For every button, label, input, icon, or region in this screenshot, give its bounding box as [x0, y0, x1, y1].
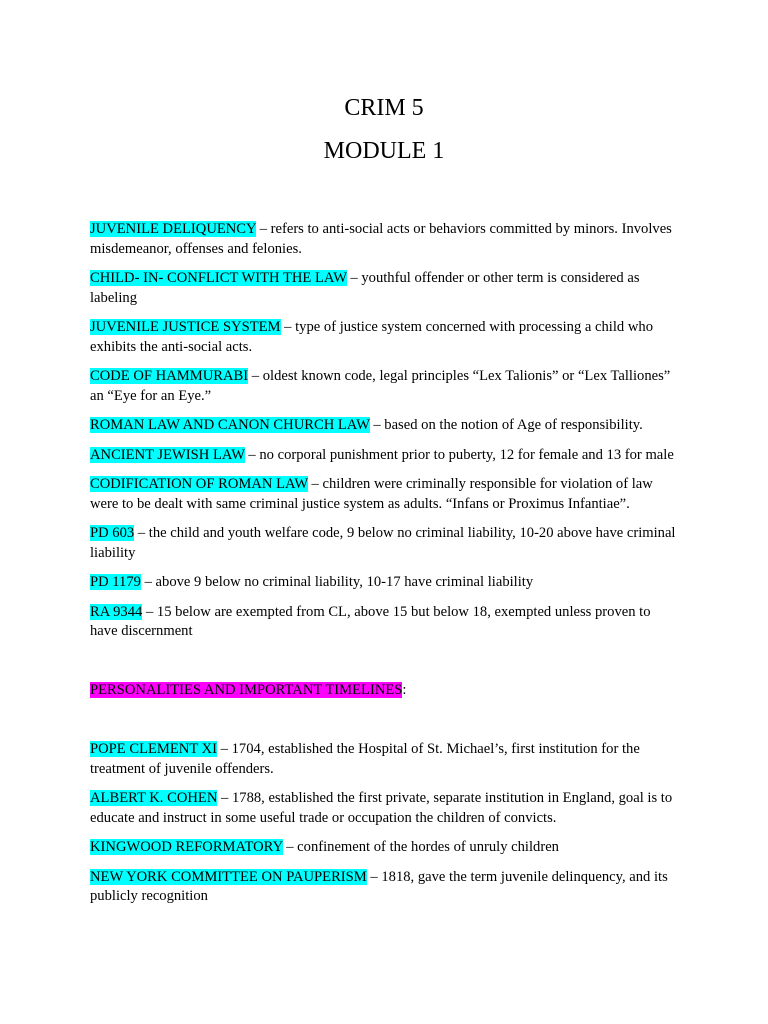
definition-entry	[90, 603, 680, 642]
personality-entry	[90, 838, 680, 858]
personality-text: – 1818, gave the term juvenile delinquency, and its publicly recognition	[90, 868, 668, 904]
highlighted-term: RA 9344	[90, 603, 143, 620]
personality-entry	[90, 740, 680, 779]
highlighted-term: PD 1179	[90, 574, 141, 590]
definition-entry	[90, 573, 680, 593]
definition-text: – based on the notion of Age of responsibility.	[369, 417, 643, 433]
personality-entry	[90, 789, 680, 828]
document-body	[90, 220, 680, 917]
definition-entry	[90, 416, 680, 436]
highlighted-term: ROMAN LAW AND CANON CHURCH LAW	[90, 417, 370, 433]
highlighted-term: JUVENILE DELIQUENCY	[90, 221, 257, 237]
highlighted-term: CODIFICATION OF ROMAN LAW	[90, 476, 308, 492]
highlighted-term: JUVENILE JUSTICE SYSTEM	[90, 319, 281, 335]
definition-entry	[90, 524, 680, 563]
definition-text: – oldest known code, legal principles “Lex Talionis” or “Lex Talliones” an “Eye for an Eye.”	[90, 368, 671, 404]
definition-entry	[90, 446, 680, 466]
definition-entry	[90, 367, 680, 406]
document-subtitle: MODULE 1	[323, 138, 445, 164]
document-title: CRIM 5	[344, 95, 424, 121]
highlighted-term: POPE CLEMENT XI	[90, 741, 218, 757]
definition-entry	[90, 475, 680, 514]
personality-text: – confinement of the hordes of unruly children	[282, 839, 559, 855]
section-heading-suffix: :	[402, 681, 407, 698]
definition-text: – refers to anti-social acts or behaviors committed by minors. Involves misdemeanor, offenses and felonies.	[90, 221, 672, 257]
highlighted-term: PD 603	[90, 525, 135, 541]
section-heading-label: PERSONALITIES AND IMPORTANT TIMELINES	[90, 681, 403, 698]
personality-entry	[90, 868, 680, 907]
highlighted-term: CHILD- IN- CONFLICT WITH THE LAW	[90, 270, 347, 286]
definition-entry	[90, 220, 680, 259]
personality-text: – 1788, established the first private, separate institution in England, goal is to educate and instruct in some useful trade or occupation the children of convicts.	[90, 790, 673, 826]
definition-text: – 15 below are exempted from CL, above 15 but below 18, exempted unless proven to have discernment	[90, 603, 651, 639]
definition-text: – the child and youth welfare code, 9 below no criminal liability, 10-20 above have criminal liability	[90, 525, 676, 561]
personality-text: – 1704, established the Hospital of St. Michael’s, first institution for the treatment of juvenile offenders.	[90, 741, 640, 777]
definition-text: – above 9 below no criminal liability, 10-17 have criminal liability	[140, 574, 534, 590]
definition-entry	[90, 269, 680, 308]
highlighted-term: KINGWOOD REFORMATORY	[90, 839, 283, 855]
highlighted-term: ANCIENT JEWISH LAW	[90, 446, 245, 463]
definition-text: – type of justice system concerned with processing a child who exhibits the anti-social acts.	[90, 319, 653, 355]
section-heading	[90, 681, 680, 701]
highlighted-term: ALBERT K. COHEN	[90, 790, 218, 806]
definition-text: – children were criminally responsible for violation of law were to be dealt with same criminal justice system as adults. “Infans or Proximus Infantiae”.	[90, 476, 653, 512]
definition-entry	[90, 318, 680, 357]
highlighted-term: NEW YORK COMMITTEE ON PAUPERISM	[90, 868, 367, 885]
definition-text: – no corporal punishment prior to puberty, 12 for female and 13 for male	[244, 446, 674, 463]
highlighted-term: CODE OF HAMMURABI	[90, 368, 249, 384]
definition-text: – youthful offender or other term is considered as labeling	[90, 270, 640, 306]
